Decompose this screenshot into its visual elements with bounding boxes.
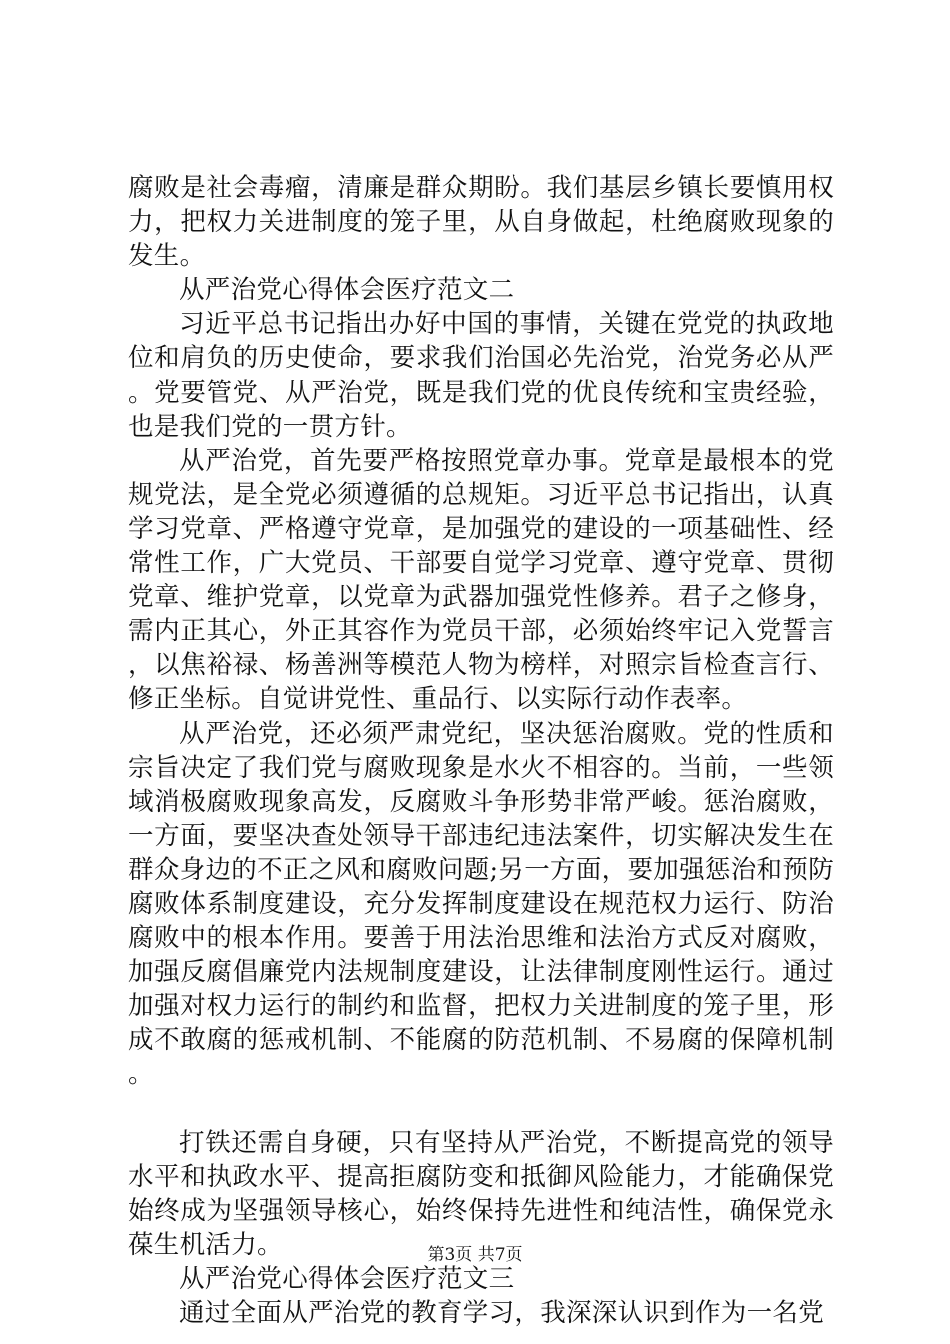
section-heading-2: 从严治党心得体会医疗范文二 bbox=[179, 275, 515, 306]
paragraph: 通过全面从严治党的教育学习，我深深认识到作为一名党 bbox=[179, 1298, 825, 1329]
paragraph: 从严治党，还必须严肃党纪，坚决惩治腐败。党的性质和宗旨决定了我们党与腐败现象是水火不相容的。当前，一些领域消极腐败现象高发，反腐败斗争形势非常严峻。惩治腐败，一方面，要坚决查处领导干部违纪违法案件，切实解决发生在群众身边的不正之风和腐败问题;另一方面，要加强惩治和预防腐败体系制度建设，充分发挥制度建设在规范权力运行、防治腐败中的根本作用。要善于用法治思维和法治方式反对腐败，加强反腐倡廉党内法规制度建设，让法律制度刚性运行。通过加强对权力运行的制约和监督，把权力关进制度的笼子里，形成不敢腐的惩戒机制、不能腐的防范机制、不易腐的保障机制。 bbox=[128, 718, 834, 1090]
paragraph-continued: 腐败是社会毒瘤，清廉是群众期盼。我们基层乡镇长要慎用权力，把权力关进制度的笼子里，从自身做起，杜绝腐败现象的发生。 bbox=[128, 173, 834, 272]
page-number-footer: 第3页 共7页 bbox=[427, 1245, 523, 1265]
paragraph: 习近平总书记指出办好中国的事情，关键在党党的执政地位和肩负的历史使命，要求我们治国必先治党，治党务必从严。党要管党、从严治党，既是我们党的优良传统和宝贵经验，也是我们党的一贯方针。 bbox=[128, 309, 834, 442]
section-heading-3: 从严治党心得体会医疗范文三 bbox=[179, 1264, 515, 1294]
paragraph: 打铁还需自身硬，只有坚持从严治党，不断提高党的领导水平和执政水平、提高拒腐防变和抵御风险能力，才能确保党始终成为坚强领导核心，始终保持先进性和纯洁性，确保党永葆生机活力。 bbox=[128, 1127, 834, 1260]
document-body bbox=[128, 171, 834, 1330]
paragraph: 从严治党，首先要严格按照党章办事。党章是最根本的党规党法，是全党必须遵循的总规矩。习近平总书记指出，认真学习党章、严格遵守党章，是加强党的建设的一项基础性、经常性工作，广大党员、干部要自觉学习党章、遵守党章、贯彻党章、维护党章，以党章为武器加强党性修养。君子之修身，需内正其心，外正其容作为党员干部，必须始终牢记入党誓言，以焦裕禄、杨善洲等模范人物为榜样，对照宗旨检查言行、修正坐标。自觉讲党性、重品行、以实际行动作表率。 bbox=[128, 445, 834, 715]
